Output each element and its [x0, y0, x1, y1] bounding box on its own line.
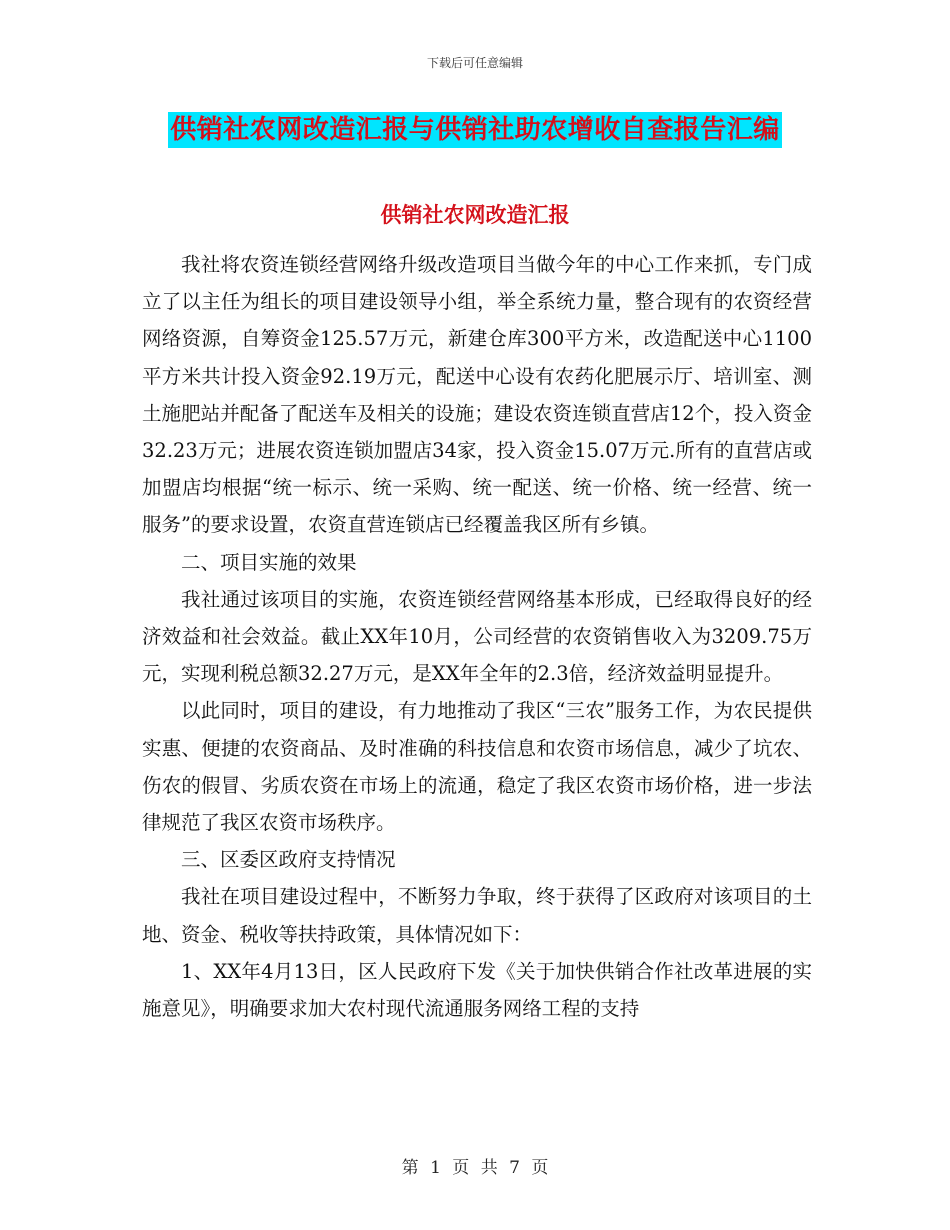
- paragraph: 1、XX年4月13日，区人民政府下发《关于加快供销合作社改革进展的实施意见》，明确要求加大农村现代流通服务网络工程的支持: [142, 959, 812, 1021]
- paragraph: 我社在项目建设过程中，不断努力争取，终于获得了区政府对该项目的土地、资金、税收等扶持政策，具体情况如下：: [142, 885, 812, 946]
- section-title: 供销社农网改造汇报: [380, 202, 570, 227]
- paragraph-heading: 二、项目实施的效果: [181, 550, 357, 574]
- paragraph: 我社通过该项目的实施，农资连锁经营网络基本形成，已经取得良好的经济效益和社会效益。截止XX年10月，公司经营的农资销售收入为3209.75万元，实现利税总额32.27万元，是XX年全年的2.3倍，经济效益明显提升。: [142, 587, 812, 686]
- paragraph: 我社将农资连锁经营网络升级改造项目当做今年的中心工作来抓，专门成立了以主任为组长的项目建设领导小组，举全系统力量，整合现有的农资经营网络资源，自筹资金125.57万元，新建仓库300平方米，改造配送中心1100平方米共计投入资金92.19万元，配送中心设有农药化肥展示厅、培训室、测土施肥站并配备了配送车及相关的设施；建设农资连锁直营店12个，投入资金32.23万元；进展农资连锁加盟店34家，投入资金15.07万元.所有的直营店或加盟店均根据“统一标示、统一采购、统一配送、统一价格、统一经营、统一服务”的要求设置，农资直营连锁店已经覆盖我区所有乡镇。: [142, 253, 812, 537]
- page-number-footer: 第 1 页 共 7 页: [401, 1158, 549, 1178]
- document-body: [142, 246, 812, 1027]
- document-title-text: 供销社农网改造汇报与供销社助农增收自查报告汇编: [168, 112, 782, 148]
- document-title: [0, 112, 950, 148]
- paragraph-heading: 三、区委区政府支持情况: [181, 848, 396, 872]
- page-header-note: 下载后可任意编辑: [426, 56, 523, 70]
- paragraph: 以此同时，项目的建设，有力地推动了我区“三农”服务工作，为农民提供实惠、便捷的农资商品、及时准确的科技信息和农资市场信息，减少了坑农、伤农的假冒、劣质农资在市场上的流通，稳定了我区农资市场价格，进一步法律规范了我区农资市场秩序。: [142, 699, 812, 835]
